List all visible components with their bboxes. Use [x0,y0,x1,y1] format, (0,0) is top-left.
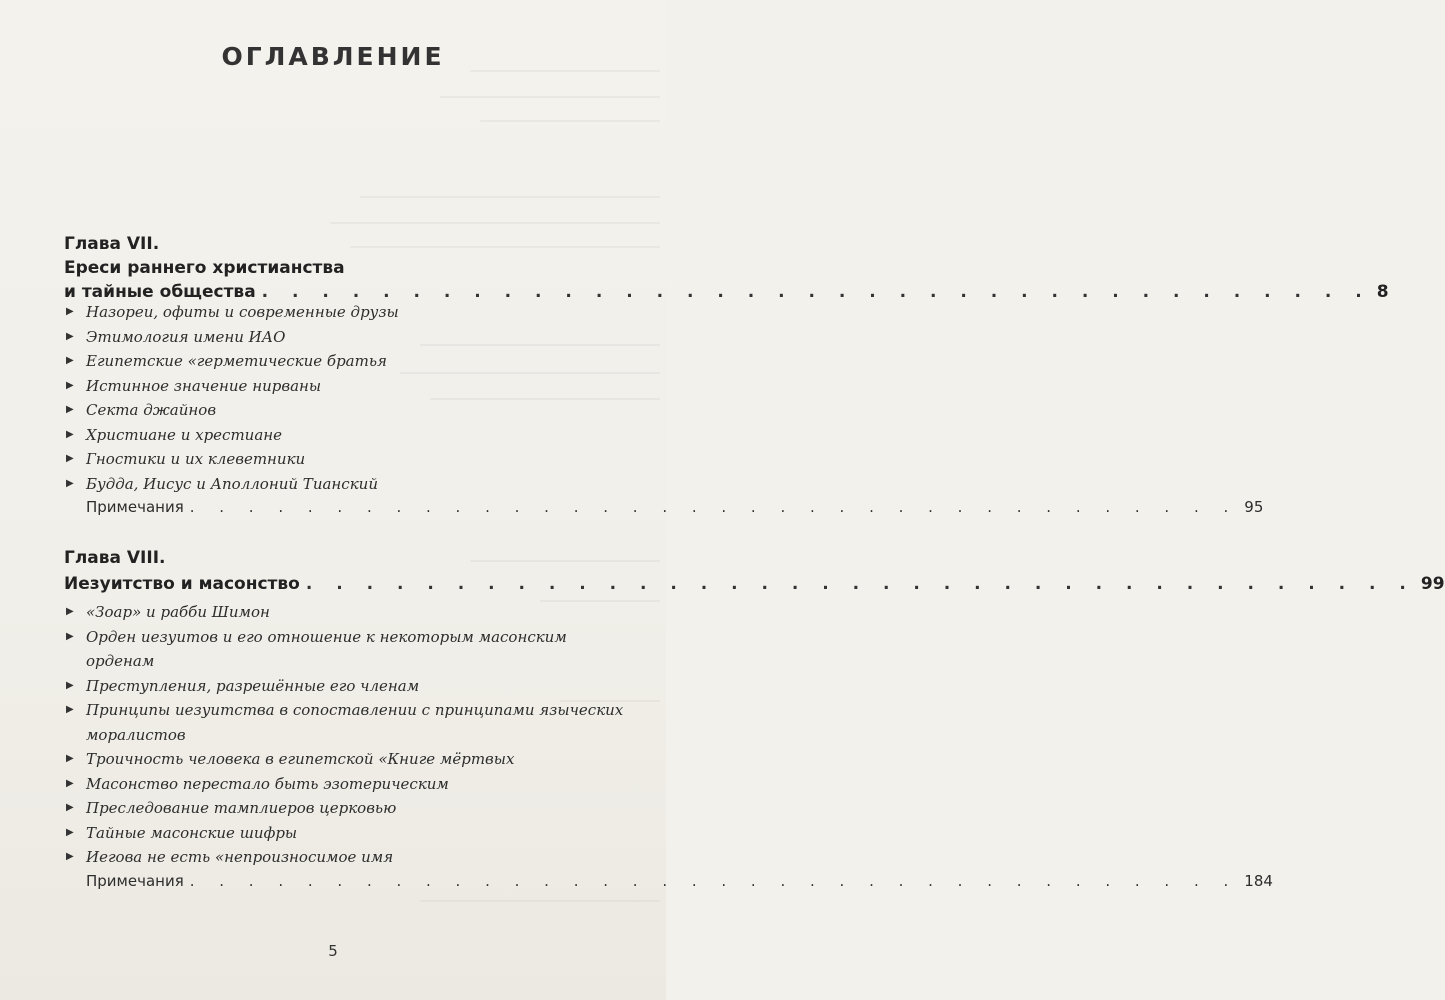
chapter-7-title-line2: и тайные общества [64,282,256,302]
list-item: ▶ Тайные масонские шифры [64,821,624,846]
chapter-7-items [64,300,624,496]
chapter-7-notes [86,498,1264,516]
bleed-through [480,120,660,122]
list-item: ▶ Этимология имени ИАО [64,325,624,350]
triangle-bullet-icon: ▶ [66,404,74,415]
list-item: ▶ Масонство перестало быть эзотерическим [64,772,624,797]
bleed-through [330,222,660,224]
list-item: ▶ Христиане и хрестиане [64,423,624,448]
chapter-8-title-line1: Иезуитство и масонство [64,574,300,594]
list-item: ▶ Троичность человека в египетской «Книге мёртвых [64,747,624,772]
triangle-bullet-icon: ▶ [66,428,74,440]
triangle-bullet-icon: ▶ [66,453,74,464]
chapter-8-heading: Глава VIII. [64,548,166,568]
chapter-8-items [64,600,624,870]
triangle-bullet-icon: ▶ [66,851,74,862]
triangle-bullet-icon: ▶ [66,753,74,764]
list-item: ▶ Истинное значение нирваны [64,374,624,399]
page-title: ОГЛАВЛЕНИЕ [221,42,445,71]
list-item: ▶ Секта джайнов [64,398,624,423]
triangle-bullet-icon: ▶ [66,379,74,391]
notes-page: 184 [1244,872,1273,890]
list-item: ▶ Орден иезуитов и его отношение к некоторым масонским орденам [64,625,624,674]
notes-label: Примечания [86,872,184,890]
triangle-bullet-icon: ▶ [66,630,74,642]
bleed-through [360,196,660,198]
triangle-bullet-icon: ▶ [66,355,74,366]
triangle-bullet-icon: ▶ [66,802,74,813]
list-item: ▶ Преследование тамплиеров церковью [64,796,624,821]
chapter-8-page: 99 [1420,574,1445,594]
chapter-7-title-line1: Ереси раннего христианства [64,258,345,278]
notes-page: 95 [1244,498,1264,516]
list-item: ▶ Гностики и их клеветники [64,447,624,472]
chapter-8-title [64,572,1445,596]
chapter-8-title-row [64,572,1445,596]
list-item: ▶ Преступления, разрешённые его членам [64,674,624,699]
triangle-bullet-icon: ▶ [66,704,74,715]
chapter-7-page: 8 [1376,282,1389,302]
bleed-through [440,96,660,98]
dot-leader: . . . . . . . . . . . . . . . . . . . . . . . . . . . . . . . . . . . . [189,872,1239,890]
chapter-7-heading: Глава VII. [64,234,160,254]
triangle-bullet-icon: ▶ [66,777,74,789]
list-item: ▶ Египетские «герметические братья [64,349,624,374]
page-number: 5 [328,942,338,960]
bleed-through [470,560,660,562]
triangle-bullet-icon: ▶ [66,606,74,617]
triangle-bullet-icon: ▶ [66,679,74,691]
dot-leader: . . . . . . . . . . . . . . . . . . . . . . . . . . . . . . . . . . . . . [305,574,1415,594]
bleed-through [350,246,660,248]
chapter-7-title [64,256,1389,304]
list-item: ▶ «Зоар» и рабби Шимон [64,600,624,625]
chapter-8-notes [86,872,1273,890]
notes-label: Примечания [86,498,184,516]
list-item: ▶ Иегова не есть «непроизносимое имя [64,845,624,870]
triangle-bullet-icon: ▶ [66,306,74,317]
dot-leader: . . . . . . . . . . . . . . . . . . . . . . . . . . . . . . . . . . . . . [261,282,1371,302]
list-item: ▶ Назореи, офиты и современные друзы [64,300,624,325]
list-item: ▶ Принципы иезуитства в сопоставлении с принципами языческих моралистов [64,698,624,747]
dot-leader: . . . . . . . . . . . . . . . . . . . . . . . . . . . . . . . . . . . . [189,498,1239,516]
bleed-through [420,900,660,902]
triangle-bullet-icon: ▶ [66,826,74,838]
list-item: ▶ Будда, Иисус и Аполлоний Тианский [64,472,624,497]
triangle-bullet-icon: ▶ [66,477,74,489]
triangle-bullet-icon: ▶ [66,330,74,342]
